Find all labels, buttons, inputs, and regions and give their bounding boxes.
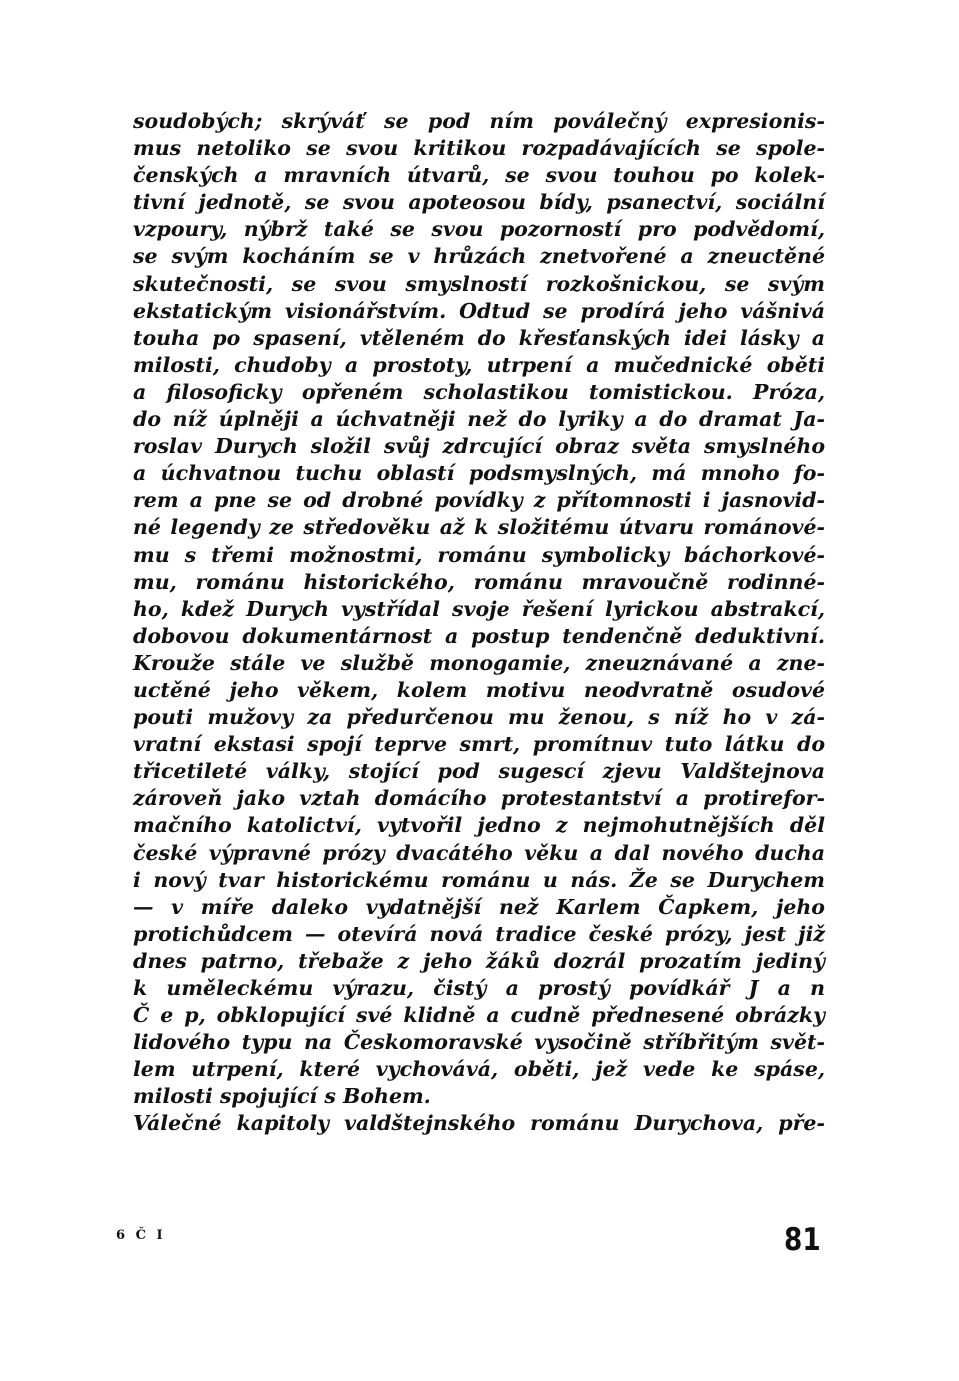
text-line: k uměleckému výrazu, čistý a prostý povídkář J a n: [133, 976, 825, 1000]
text-line: protichůdcem — otevírá nová tradice české prózy, jest již: [133, 921, 825, 946]
printer-signature: 6 Č I: [116, 1228, 166, 1243]
text-line: mus netoliko se svou kritikou rozpadávajících se spole-: [133, 136, 825, 161]
text-line: se svým kocháním se v hrůzách znetvořené a zneuctěné: [133, 244, 825, 269]
text-line: lidového typu na Českomoravské vysočině stříbřitým svět-: [133, 1030, 825, 1055]
page-number: 81: [784, 1222, 821, 1258]
text-line: čenských a mravních útvarů, se svou touhou po kolek-: [133, 163, 825, 188]
text-line: a filosoficky opřeném scholastikou tomistickou. Próza,: [133, 379, 825, 404]
text-line: uctěné jeho věkem, kolem motivu neodvratně osudové: [133, 677, 825, 702]
text-line: i nový tvar historickému románu u nás. Že se Durychem: [133, 867, 825, 892]
text-line: tivní jednotě, se svou apoteosou bídy, psanectví, sociální: [133, 190, 825, 215]
text-line: Krouže stále ve službě monogamie, zneuznávané a zne-: [133, 650, 825, 675]
text-line: skutečnosti, se svou smyslností rozkošnickou, se svým: [133, 271, 825, 296]
text-line: milosti spojující s Bohem.: [133, 1084, 431, 1109]
text-line: Válečné kapitoly valdštejnského románu Durychova, pře-: [133, 1111, 825, 1136]
text-line: vzpoury, nýbrž také se svou pozorností pro podvědomí,: [133, 217, 825, 242]
text-line: české výpravné prózy dvacátého věku a dal nového ducha: [133, 840, 825, 865]
text-line: lem utrpení, které vychovává, oběti, jež vede ke spáse,: [133, 1057, 825, 1082]
text-line: roslav Durych složil svůj zdrcující obraz světa smyslného: [133, 434, 825, 459]
text-line: a úchvatnou tuchu oblastí podsmyslných, má mnoho fo-: [133, 461, 825, 486]
text-line: soudobých; skrýváť se pod ním poválečný expresionis-: [133, 109, 825, 133]
body-text: [133, 108, 825, 1138]
text-line: vratní ekstasi spojí teprve smrt, promítnuv tuto látku do: [133, 732, 825, 757]
text-line: rem a pne se od drobné povídky z přítomnosti i jasnovid-: [133, 488, 825, 513]
text-line: touha po spasení, vtěleném do křesťanských idei lásky a: [133, 325, 825, 350]
text-line: do níž úplněji a úchvatněji než do lyriky a do dramat Ja-: [133, 407, 825, 432]
text-line: mu s třemi možnostmi, románu symbolicky báchorkové-: [133, 542, 825, 567]
text-line: zároveň jako vztah domácího protestantství a protirefor-: [133, 786, 825, 811]
text-line: dobovou dokumentárnost a postup tendenčně deduktivní.: [133, 623, 825, 648]
text-line: pouti mužovy za předurčenou mu ženou, s níž ho v zá-: [133, 705, 825, 730]
text-line: ekstatickým visionářstvím. Odtud se prodírá jeho vášnivá: [133, 298, 825, 323]
text-line: milosti, chudoby a prostoty, utrpení a mučednické oběti: [133, 352, 825, 377]
text-line: třicetileté války, stojící pod sugescí zjevu Valdštejnova: [133, 759, 825, 784]
text-line: Č e p, obklopující své klidně a cudně přednesené obrázky: [133, 1003, 825, 1028]
text-line: né legendy ze středověku až k složitému útvaru románové-: [133, 515, 825, 540]
text-line: dnes patrno, třebaže z jeho žáků dozrál prozatím jediný: [133, 948, 825, 973]
text-line: mačního katolictví, vytvořil jedno z nejmohutnějších děl: [133, 813, 825, 838]
text-line: ho, kdež Durych vystřídal svoje řešení lyrickou abstrakcí,: [133, 596, 825, 621]
text-line: — v míře daleko vydatnější než Karlem Čapkem, jeho: [133, 894, 825, 919]
text-line: mu, románu historického, románu mravoučně rodinné-: [133, 569, 825, 594]
